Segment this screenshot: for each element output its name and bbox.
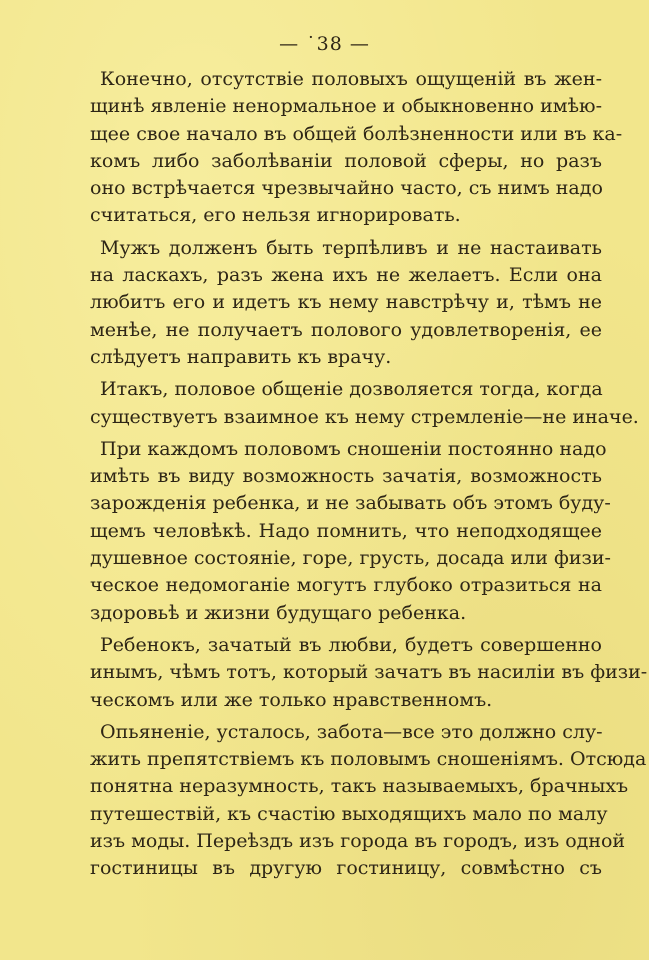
text-line: комъ либо заболѣваніи половой сферы, но разъ bbox=[90, 149, 602, 172]
text-line: изъ моды. Переѣздъ изъ города въ городъ, изъ одной bbox=[90, 830, 626, 853]
text-line: инымъ, чѣмъ тотъ, который зачатъ въ насиліи въ физи- bbox=[90, 661, 648, 684]
text-line: путешествій, къ счастію выходящихъ мало по малу bbox=[90, 802, 608, 825]
text-line: щинѣ явленіе ненормальное и обыкновенно имѣю- bbox=[90, 95, 602, 118]
paragraph bbox=[90, 376, 639, 431]
text-line: зарожденія ребенка, и не забывать объ этомъ буду- bbox=[90, 492, 611, 515]
paragraph bbox=[90, 632, 648, 714]
text-line: имѣть въ виду возможность зачатія, возможность bbox=[90, 465, 602, 488]
text-line: Конечно, отсутствіе половыхъ ощущеній въ жен- bbox=[100, 68, 602, 90]
text-line: жить препятствіемъ къ половымъ сношеніямъ. Отсюда bbox=[90, 748, 647, 771]
text-line: слѣдуетъ направить къ врачу. bbox=[90, 345, 392, 368]
paragraph bbox=[90, 719, 647, 883]
text-line: здоровьѣ и жизни будущаго ребенка. bbox=[90, 601, 467, 624]
paragraph bbox=[90, 66, 623, 230]
text-line: считаться, его нельзя игнорировать. bbox=[90, 204, 461, 227]
text-line: менѣе, не получаетъ полового удовлетворенія, ее bbox=[90, 318, 602, 341]
text-line: гостиницы въ другую гостиницу, совмѣстно съ bbox=[90, 857, 602, 880]
text-line: душевное состояніе, горе, грусть, досада или физи- bbox=[90, 547, 611, 570]
text-line: щемъ человѣкѣ. Надо помнить, что неподходящее bbox=[90, 519, 602, 542]
text-line: ческое недомоганіе могутъ глубоко отразиться на bbox=[90, 574, 602, 597]
text-line: Итакъ, половое общеніе дозволяется тогда, когда bbox=[100, 378, 603, 401]
text-line: ческомъ или же только нравственномъ. bbox=[90, 688, 493, 711]
text-line: на ласкахъ, разъ жена ихъ не желаетъ. Если она bbox=[90, 264, 602, 287]
body-text bbox=[90, 66, 648, 883]
page-number: — ˙38 — bbox=[279, 33, 370, 55]
text-line: Мужъ долженъ быть терпѣливъ и не настаивать bbox=[100, 236, 602, 259]
text-line: оно встрѣчается чрезвычайно часто, съ нимъ надо bbox=[90, 177, 603, 200]
text-line: Опьяненіе, усталось, забота—все это должно слу- bbox=[100, 720, 603, 743]
text-line: любитъ его и идетъ къ нему навстрѣчу и, тѣмъ не bbox=[90, 291, 602, 314]
text-line: щее свое начало въ общей болѣзненности или въ ка- bbox=[90, 122, 623, 145]
text-line: существуетъ взаимное къ нему стремленіе—не иначе. bbox=[90, 405, 639, 428]
text-line: Ребенокъ, зачатый въ любви, будетъ совершенно bbox=[100, 633, 602, 656]
text-line: понятна неразумность, такъ называемыхъ, брачныхъ bbox=[90, 775, 629, 798]
paragraph bbox=[90, 235, 602, 371]
text-line: При каждомъ половомъ сношеніи постоянно надо bbox=[100, 437, 607, 460]
paragraph bbox=[90, 436, 611, 627]
